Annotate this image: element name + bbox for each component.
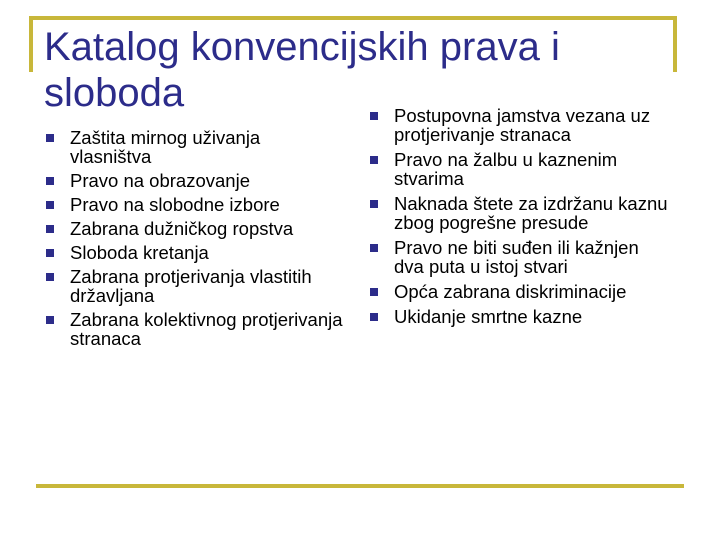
slide-title: Katalog konvencijskih prava i sloboda (44, 25, 560, 115)
square-bullet-icon (370, 112, 378, 120)
square-bullet-icon (46, 249, 54, 257)
square-bullet-icon (46, 134, 54, 142)
square-bullet-icon (370, 156, 378, 164)
square-bullet-icon (370, 200, 378, 208)
list-item (44, 310, 344, 348)
list-item (368, 194, 668, 232)
list-item-text: Naknada štete za izdržanu kaznu zbog pogrešne presude (394, 193, 668, 233)
list-item-text: Sloboda kretanja (70, 242, 209, 263)
list-item-text: Opća zabrana diskriminacije (394, 281, 627, 302)
list-item-text: Zabrana dužničkog ropstva (70, 218, 294, 239)
bottom-border-line (36, 484, 684, 488)
list-item-text: Zabrana protjerivanja vlastitih državljana (70, 266, 312, 306)
square-bullet-icon (46, 273, 54, 281)
list-item-text: Postupovna jamstva vezana uz protjerivanje stranaca (394, 105, 651, 145)
list-item (368, 307, 668, 326)
list-item (44, 128, 344, 166)
left-bullet-list (44, 128, 344, 353)
list-item (44, 243, 344, 262)
list-item (44, 219, 344, 238)
top-border-line (29, 16, 677, 20)
right-border-line (673, 16, 677, 72)
list-item-text: Pravo ne biti suđen ili kažnjen dva puta u istoj stvari (394, 237, 639, 277)
list-item (368, 282, 668, 301)
square-bullet-icon (46, 316, 54, 324)
list-item (44, 267, 344, 305)
list-item (44, 171, 344, 190)
list-item (368, 150, 668, 188)
right-bullet-list (368, 106, 668, 332)
list-item-text: Ukidanje smrtne kazne (394, 306, 583, 327)
list-item (44, 195, 344, 214)
list-item-text: Zaštita mirnog uživanja vlasništva (70, 127, 261, 167)
list-item-text: Pravo na slobodne izbore (70, 194, 280, 215)
list-item-text: Zabrana kolektivnog protjerivanja stranaca (70, 309, 343, 349)
square-bullet-icon (370, 288, 378, 296)
list-item-text: Pravo na obrazovanje (70, 170, 250, 191)
square-bullet-icon (370, 313, 378, 321)
left-border-line (29, 16, 33, 72)
square-bullet-icon (370, 244, 378, 252)
list-item (368, 238, 668, 276)
square-bullet-icon (46, 225, 54, 233)
list-item (368, 106, 668, 144)
square-bullet-icon (46, 177, 54, 185)
list-item-text: Pravo na žalbu u kaznenim stvarima (394, 149, 618, 189)
square-bullet-icon (46, 201, 54, 209)
